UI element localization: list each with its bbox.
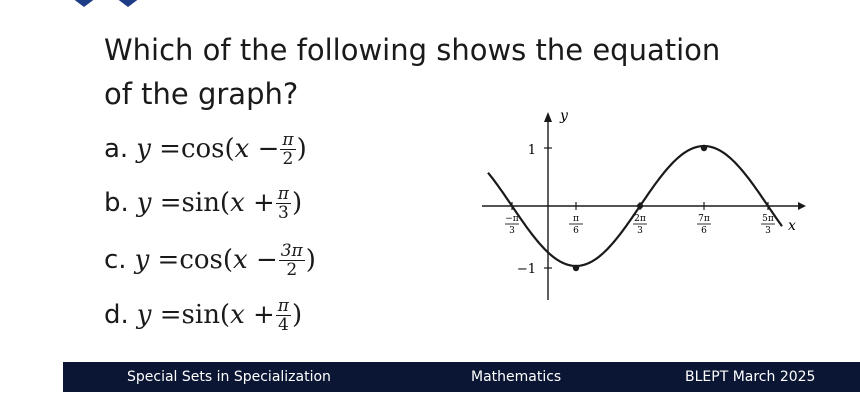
choice-letter: c.	[104, 245, 127, 275]
choice-var: x +	[230, 300, 275, 330]
footer-center-text: Mathematics	[471, 369, 562, 385]
fraction-denominator: 2	[286, 259, 298, 280]
y-tick-label-bottom: −1	[516, 262, 536, 277]
x-tick-denominator: 3	[765, 226, 771, 236]
x-tick-numerator: π	[573, 214, 579, 224]
footer-right-text: BLEPT March 2025	[685, 369, 816, 385]
choice-fraction	[276, 185, 291, 222]
choice-fraction	[279, 242, 305, 279]
choice-lhs: y =	[136, 134, 181, 164]
choice-lhs: y =	[136, 188, 182, 218]
y-tick-label-top: 1	[527, 143, 536, 158]
x-tick-denominator: 3	[637, 226, 643, 236]
choice-close: )	[305, 245, 316, 275]
fraction-numerator: π	[277, 295, 289, 316]
choice-lhs: y =	[136, 300, 182, 330]
fraction-denominator: 4	[277, 314, 289, 335]
choice-b[interactable]	[104, 180, 302, 226]
x-tick-denominator: 6	[701, 226, 707, 236]
x-axis-label: x	[788, 218, 796, 234]
fraction-denominator: 3	[277, 202, 289, 223]
footer-bar	[63, 362, 860, 392]
choice-c[interactable]	[104, 237, 316, 283]
fraction-numerator: 3π	[280, 240, 303, 261]
choice-letter: d.	[104, 300, 129, 330]
choice-letter: a.	[104, 134, 129, 164]
x-tick-numerator: −π	[505, 214, 519, 224]
choice-close: )	[296, 134, 307, 164]
max-point	[701, 145, 707, 151]
x-tick-numerator: 2π	[634, 214, 646, 224]
choice-var: x −	[234, 134, 280, 164]
choice-fraction	[276, 297, 291, 334]
x-tick-denominator: 3	[509, 226, 515, 236]
choice-func: cos(	[180, 134, 235, 164]
choice-close: )	[291, 188, 303, 218]
footer-left-text: Special Sets in Specialization	[127, 369, 331, 385]
question-line-2: of the graph?	[104, 77, 299, 111]
min-point	[573, 265, 579, 271]
x-tick-numerator: 7π	[698, 214, 710, 224]
choice-close: )	[291, 300, 303, 330]
y-axis-label: y	[560, 108, 568, 124]
logo-fragment	[72, 0, 140, 8]
choice-a[interactable]	[104, 126, 307, 172]
choice-lhs: y =	[134, 245, 180, 275]
choice-func: cos(	[179, 245, 234, 275]
fraction-numerator: π	[277, 183, 289, 204]
sine-graph	[482, 104, 808, 304]
fraction-denominator: 2	[282, 148, 294, 169]
question-text	[104, 28, 784, 116]
question-line-1: Which of the following shows the equation	[104, 33, 721, 67]
choice-func: sin(	[181, 188, 231, 218]
x-tick-numerator: 5π	[762, 214, 774, 224]
fraction-numerator: π	[282, 129, 294, 150]
choice-d[interactable]	[104, 292, 302, 338]
choice-letter: b.	[104, 188, 129, 218]
x-tick-denominator: 6	[573, 226, 579, 236]
choice-var: x +	[230, 188, 275, 218]
choice-fraction	[280, 131, 295, 168]
choice-func: sin(	[181, 300, 231, 330]
choice-var: x −	[233, 245, 278, 275]
